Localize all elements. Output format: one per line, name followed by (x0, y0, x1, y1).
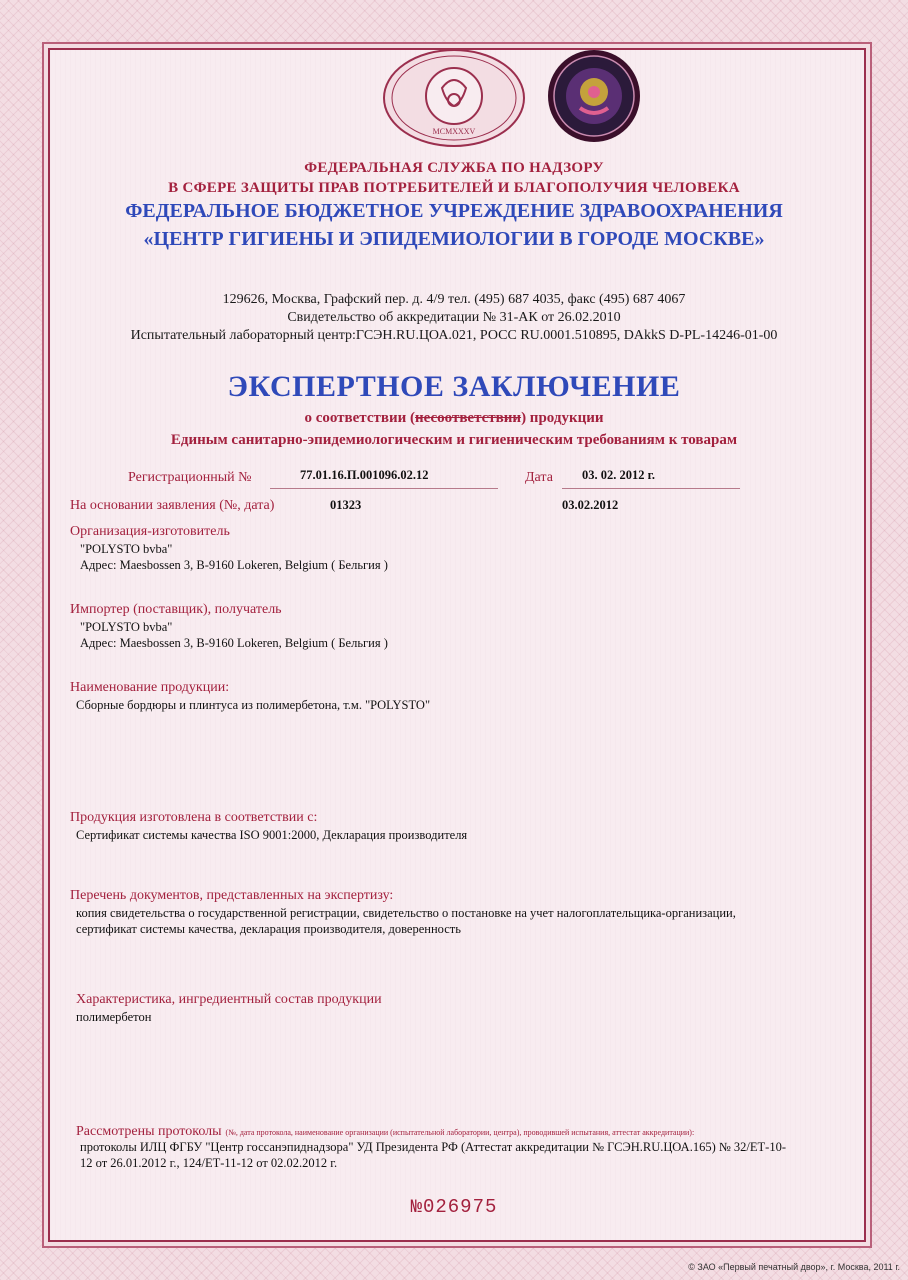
protocols-label: Рассмотрены протоколы (76, 1124, 222, 1139)
documents-line-1: копия свидетельства о государственной регистрации, свидетельство о постановке на учет налогоплательщика-организации, (76, 906, 736, 920)
subtitle-prefix: о соответствии ( (304, 410, 416, 426)
header-lab: Испытательный лабораторный центр:ГСЭН.RU.ЦОА.021, РОСС RU.0001.510895, DAkkS D-PL-14246-01-00 (130, 328, 778, 343)
protocols-heading (76, 1122, 694, 1140)
registration-label: Регистрационный № (128, 470, 252, 485)
documents-line-2: сертификат системы качества, декларация производителя, доверенность (76, 922, 461, 936)
header-line-4: «ЦЕНТР ГИГИЕНЫ И ЭПИДЕМИОЛОГИИ В ГОРОДЕ МОСКВЕ» (143, 228, 765, 250)
manufacturer-name: "POLYSTO bvba" (80, 542, 173, 556)
subtitle-suffix: ) продукции (521, 410, 604, 426)
emblem-seal-icon (382, 48, 527, 148)
title-subtitle (0, 410, 908, 427)
importer-label: Импортер (поставщик), получатель (70, 602, 282, 617)
protocols-line-1: протоколы ИЛЦ ФГБУ "Центр госсанэпиднадзора" УД Президента РФ (Аттестат аккредитации № ГСЭН.RU.ЦОА.165) № 32/ЕТ-10- (80, 1140, 786, 1154)
registration-date: 03. 02. 2012 г. (582, 468, 656, 482)
produced-according-label: Продукция изготовлена в соответствии с: (70, 810, 318, 825)
document-title: ЭКСПЕРТНОЕ ЗАКЛЮЧЕНИЕ (227, 370, 681, 403)
application-number: 01323 (330, 498, 362, 512)
header-line-3: ФЕДЕРАЛЬНОЕ БЮДЖЕТНОЕ УЧРЕЖДЕНИЕ ЗДРАВООХРАНЕНИЯ (125, 200, 783, 222)
header-accreditation: Свидетельство об аккредитации № 31-АК от 26.02.2010 (287, 310, 621, 325)
header-line-1: ФЕДЕРАЛЬНАЯ СЛУЖБА ПО НАДЗОРУ (304, 160, 604, 176)
title-subtitle-2: Единым санитарно-эпидемиологическим и гигиеническим требованиям к товарам (170, 432, 738, 448)
serial-number: №026975 (410, 1196, 498, 1218)
registration-number: 77.01.16.П.001096.02.12 (300, 468, 429, 482)
documents-label: Перечень документов, представленных на экспертизу: (70, 888, 394, 903)
header-line-2: В СФЕРЕ ЗАЩИТЫ ПРАВ ПОТРЕБИТЕЛЕЙ И БЛАГОПОЛУЧИЯ ЧЕЛОВЕКА (168, 180, 740, 196)
composition-label: Характеристика, ингредиентный состав продукции (76, 992, 382, 1007)
date-underline (562, 488, 740, 489)
protocols-label-small: (№, дата протокола, наименование организации (испытательной лаборатории, центра), проводившей испытания, аттестат аккредитации): (225, 1128, 695, 1137)
application-label: На основании заявления (№, дата) (70, 498, 275, 513)
printer-credit: © ЗАО «Первый печатный двор», г. Москва, 2011 г. (688, 1262, 900, 1272)
produced-according-value: Сертификат системы качества ISO 9001:2000, Декларация производителя (76, 828, 468, 842)
product-value: Сборные бордюры и плинтуса из полимербетона, т.м. "POLYSTO" (76, 698, 431, 712)
importer-address: Адрес: Maesbossen 3, B-9160 Lokeren, Belgium ( Бельгия ) (80, 636, 388, 650)
product-label: Наименование продукции: (70, 680, 230, 695)
seal-roman-numerals: MCMXXXV (432, 127, 476, 136)
subtitle-struck: несоответствии (415, 410, 522, 426)
registration-underline (270, 488, 498, 489)
header-address: 129626, Москва, Графский пер. д. 4/9 тел. (495) 687 4035, факс (495) 687 4067 (222, 292, 686, 307)
application-date: 03.02.2012 (562, 498, 619, 512)
composition-value: полимербетон (76, 1010, 152, 1024)
hologram-icon (546, 48, 642, 144)
manufacturer-label: Организация-изготовитель (70, 524, 230, 539)
protocols-line-2: 12 от 26.01.2012 г., 124/ЕТ-11-12 от 02.02.2012 г. (80, 1156, 338, 1170)
date-label: Дата (525, 470, 553, 485)
manufacturer-address: Адрес: Maesbossen 3, B-9160 Lokeren, Belgium ( Бельгия ) (80, 558, 388, 572)
importer-name: "POLYSTO bvba" (80, 620, 173, 634)
